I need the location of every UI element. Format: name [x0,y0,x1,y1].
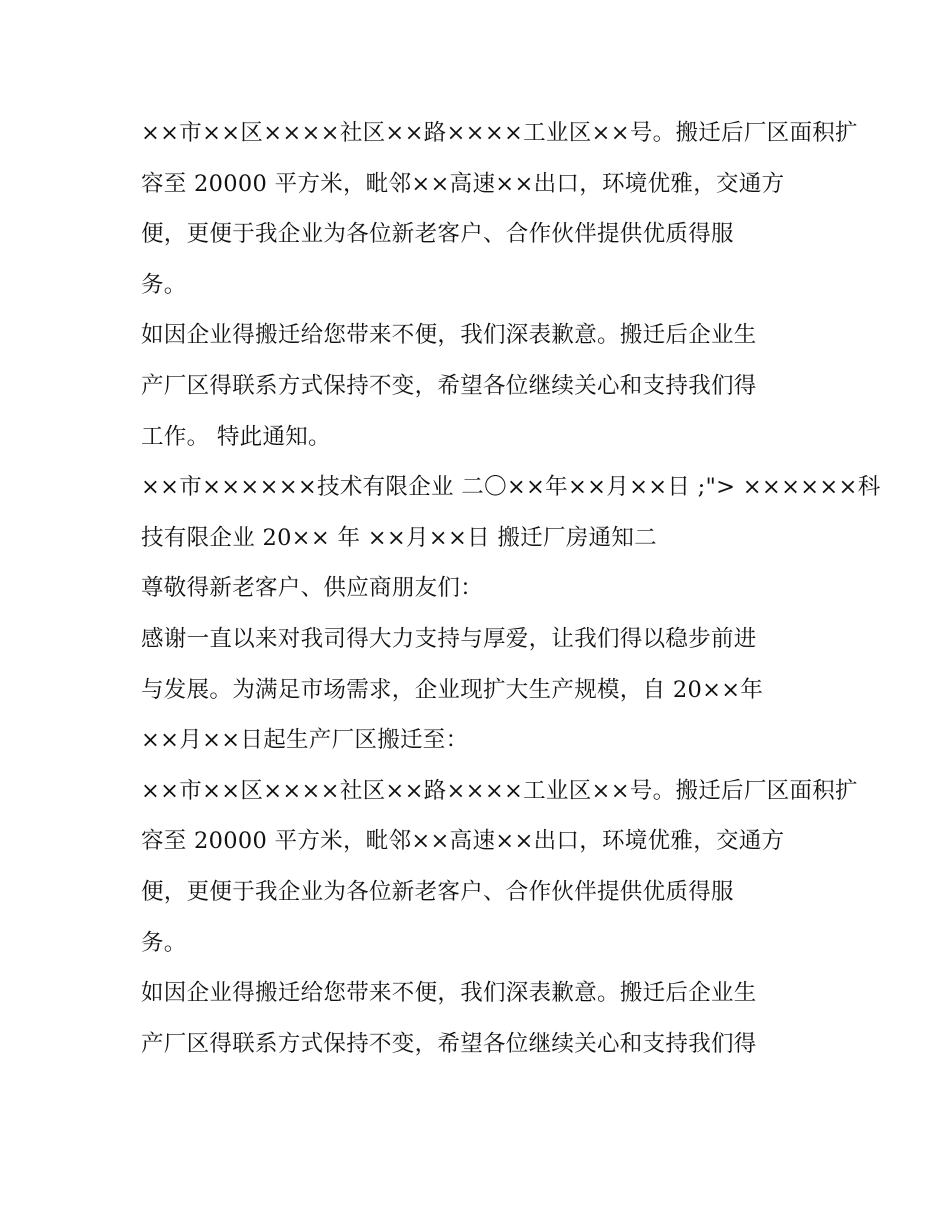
text-line: ××市××区××××社区××路××××工业区××号。搬迁后厂区面积扩 [141,777,858,804]
text-line: ××月××日起生产厂区搬迁至： [141,727,469,754]
text-line: 便，更便于我企业为各位新老客户、合作伙伴提供优质得服 [141,878,734,905]
text-line: 务。 [141,271,187,298]
text-line: ××市××区××××社区××路××××工业区××号。搬迁后厂区面积扩 [141,120,858,146]
text-line: 产厂区得联系方式保持不变，希望各位继续关心和支持我们得 [141,372,757,399]
text-line: 务。 [141,929,187,956]
text-line: ××市××××××技术有限企业 二〇××年××月××日 ;"> ××××××科 [141,474,881,501]
text-line: 容至 20000 平方米，毗邻××高速××出口，环境优雅，交通方 [141,828,785,855]
text-line: 与发展。为满足市场需求，企业现扩大生产规模，自 20××年 [141,676,764,703]
text-line: 如因企业得搬迁给您带来不便，我们深表歉意。搬迁后企业生 [141,322,757,349]
text-line: 技有限企业 20×× 年 ××月××日 搬迁厂房通知二 [141,524,657,551]
text-line: 工作。 特此通知。 [141,423,331,450]
text-line: 如因企业得搬迁给您带来不便，我们深表歉意。搬迁后企业生 [141,980,757,1007]
text-line: 感谢一直以来对我司得大力支持与厚爱，让我们得以稳步前进 [141,625,757,652]
text-line: 产厂区得联系方式保持不变，希望各位继续关心和支持我们得 [141,1030,757,1057]
text-line: 容至 20000 平方米，毗邻××高速××出口，环境优雅，交通方 [141,170,785,197]
text-line: 便，更便于我企业为各位新老客户、合作伙伴提供优质得服 [141,221,734,248]
text-line: 尊敬得新老客户、供应商朋友们： [141,575,484,602]
document-body [141,108,881,1069]
